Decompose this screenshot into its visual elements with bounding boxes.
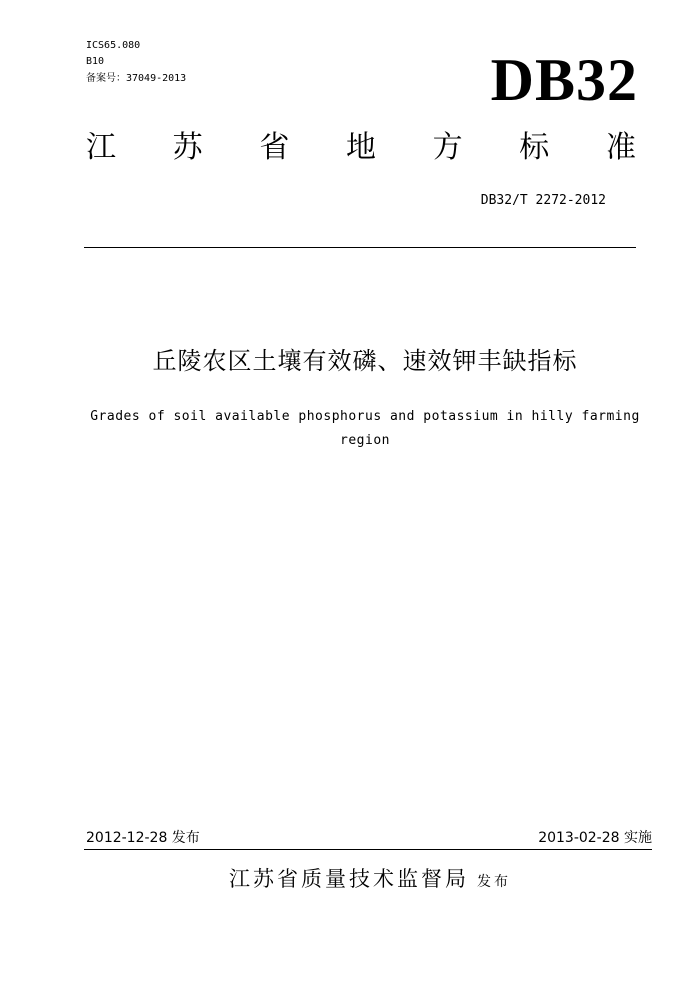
standard-type-char: 方 (432, 130, 463, 165)
publisher-name: 江苏省质量技术监督局 (229, 867, 469, 891)
standard-type-char: 苏 (172, 130, 203, 165)
standard-type-char: 标 (519, 130, 550, 165)
db32-logo: DB32 (490, 47, 638, 113)
classification-code: B10 (86, 56, 105, 67)
implementation-date: 2013-02-28 实施 (538, 830, 652, 846)
standard-code: DB32/T 2272-2012 (480, 193, 606, 208)
standard-type-char: 准 (605, 130, 636, 165)
standard-type-char: 地 (345, 130, 376, 165)
standard-type-char: 省 (259, 130, 290, 165)
standard-type-heading (86, 126, 636, 170)
issue-date: 2012-12-28 发布 (86, 830, 200, 846)
document-title-english (86, 405, 644, 453)
standard-type-char: 江 (86, 130, 116, 165)
english-title-line: Grades of soil available phosphorus and potassium in hilly farming (90, 409, 640, 424)
bottom-divider (84, 849, 652, 850)
publisher-suffix: 发布 (477, 874, 511, 890)
document-title-chinese: 丘陵农区土壤有效磷、速效钾丰缺指标 (152, 347, 578, 375)
ics-code: ICS65.080 (86, 40, 141, 51)
top-divider (84, 247, 636, 248)
english-title-line: region (340, 433, 390, 448)
record-number: 备案号：37049-2013 (86, 73, 187, 84)
publisher-line (0, 864, 700, 894)
